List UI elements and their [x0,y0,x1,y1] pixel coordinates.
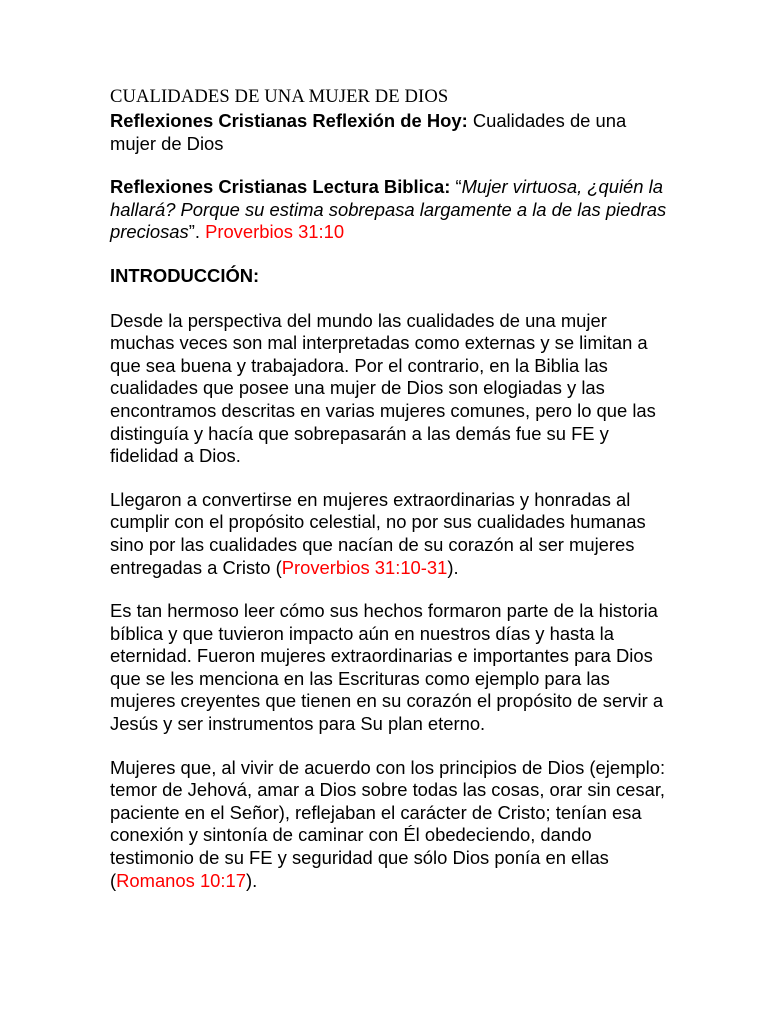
lectura-line [110,176,670,244]
paragraph-2 [110,489,670,579]
paragraph-2-text: Llegaron a convertirse en mujeres extraordinarias y honradas al cumplir con el propósito celestial, no por sus cualidades humanas sino por las cualidades que nacían de su corazón al ser mujeres entregadas a Cristo ( [110,488,646,578]
paragraph-1: Desde la perspectiva del mundo las cualidades de una mujer muchas veces son mal interpretadas como externas y se limitan a que sea buena y trabajadora. Por el contrario, en la Biblia las cualidades que posee una mujer de Dios son elogiadas y las encontramos descritas en varias mujeres comunes, pero lo que las distinguía y hacía que sobrepasarán a las demás fue su FE y fidelidad a Dios. [110,309,656,467]
lectura-close-quote: ”. [188,221,206,243]
reflexion-line [110,110,670,155]
paragraph-2-tail: ). [447,556,459,578]
intro-heading: INTRODUCCIÓN: [110,264,260,286]
paragraph-3: Es tan hermoso leer cómo sus hechos formaron parte de la historia bíblica y que tuvieron impacto aún en nuestros días y hasta la eternidad. Fueron mujeres extraordinarias e importantes para Dios que se les menciona en las Escrituras como ejemplo para las mujeres creyentes que tienen en su corazón el propósito de servir a Jesús y ser instrumentos para Su plan eterno. [110,600,664,735]
paragraph-4-text: Mujeres que, al vivir de acuerdo con los principios de Dios (ejemplo: temor de Jehová, amar a Dios sobre todas las cosas, orar sin cesar, paciente en el Señor), reflejaban el carácter de Cristo; tenían esa conexión y sintonía de caminar con Él obedeciendo, dando testimonio de su FE y seguridad que sólo Dios ponía en ellas ( [110,756,666,891]
paragraph-4-tail: ). [245,869,258,891]
lectura-open-quote: “ [450,176,462,198]
paragraph-4 [110,757,670,893]
document-title: CUALIDADES DE UNA MUJER DE DIOS [110,86,449,107]
paragraph-2-reference-link[interactable]: Proverbios 31:10-31 [281,556,448,578]
reflexion-text: Cualidades de una mujer de Dios [110,110,627,154]
lectura-label: Reflexiones Cristianas Lectura Biblica: [110,176,451,198]
lectura-quote: Mujer virtuosa, ¿quién la hallará? Porque su estima sobrepasa largamente a la de las piedras preciosas [110,176,667,243]
reflexion-label: Reflexiones Cristianas Reflexión de Hoy: [110,110,468,131]
paragraph-4-reference-link[interactable]: Romanos 10:17 [116,869,246,891]
document-page [110,86,670,913]
lectura-reference-link[interactable]: Proverbios 31:10 [205,221,345,243]
